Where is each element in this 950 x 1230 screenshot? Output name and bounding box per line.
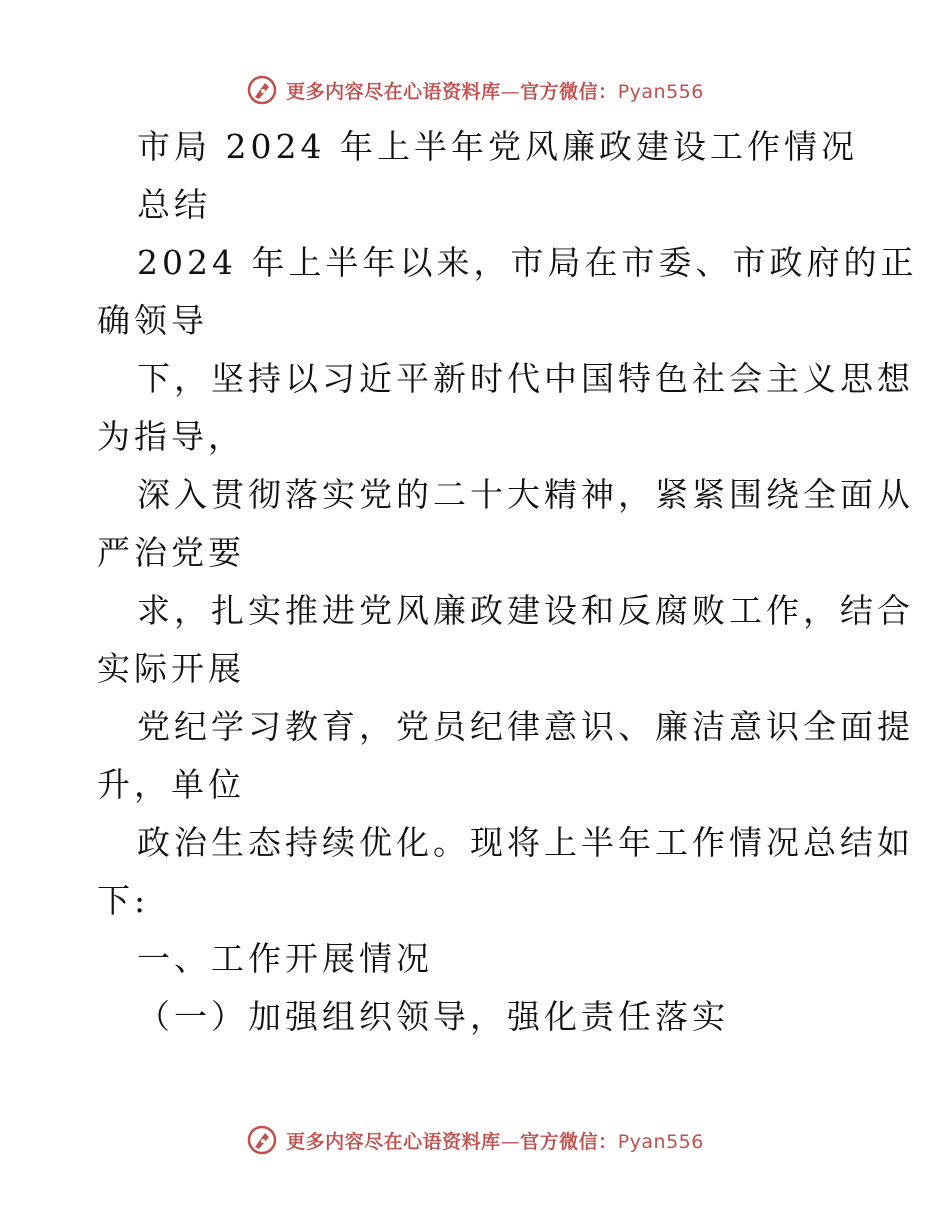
header-watermark <box>0 70 950 110</box>
watermark-text: 更多内容尽在心语资料库—官方微信：Pyan556 <box>286 1130 704 1153</box>
doc-title-line-2: 总结 <box>137 185 211 224</box>
paragraph-line: 下，坚持以习近平新时代中国特色社会主义思想 <box>137 359 914 398</box>
document-body <box>97 118 918 1046</box>
pen-nib-logo-icon <box>246 1124 278 1156</box>
pen-nib-logo-icon <box>246 74 278 106</box>
paragraph-line: 政治生态持续优化。现将上半年工作情况总结如 <box>137 823 914 862</box>
section-heading: 一、工作开展情况 <box>137 939 433 978</box>
paragraph-line: 2024 年上半年以来，市局在市委、市政府的正 <box>137 243 918 282</box>
paragraph-line: 为指导， <box>97 417 245 456</box>
paragraph-line: 深入贯彻落实党的二十大精神，紧紧围绕全面从 <box>137 475 914 514</box>
watermark-text: 更多内容尽在心语资料库—官方微信：Pyan556 <box>286 80 704 103</box>
footer-watermark <box>0 1120 950 1160</box>
paragraph-line: 党纪学习教育，党员纪律意识、廉洁意识全面提 <box>137 707 914 746</box>
paragraph-line: 升，单位 <box>97 765 245 804</box>
doc-title-line-1: 市局 2024 年上半年党风廉政建设工作情况 <box>137 127 858 166</box>
paragraph-line: 严治党要 <box>97 533 245 572</box>
paragraph-line: 求，扎实推进党风廉政建设和反腐败工作，结合 <box>137 591 914 630</box>
subsection-heading: （一）加强组织领导，强化责任落实 <box>137 997 729 1036</box>
paragraph-line: 确领导 <box>97 301 208 340</box>
paragraph-line: 下: <box>97 881 150 920</box>
paragraph-line: 实际开展 <box>97 649 245 688</box>
